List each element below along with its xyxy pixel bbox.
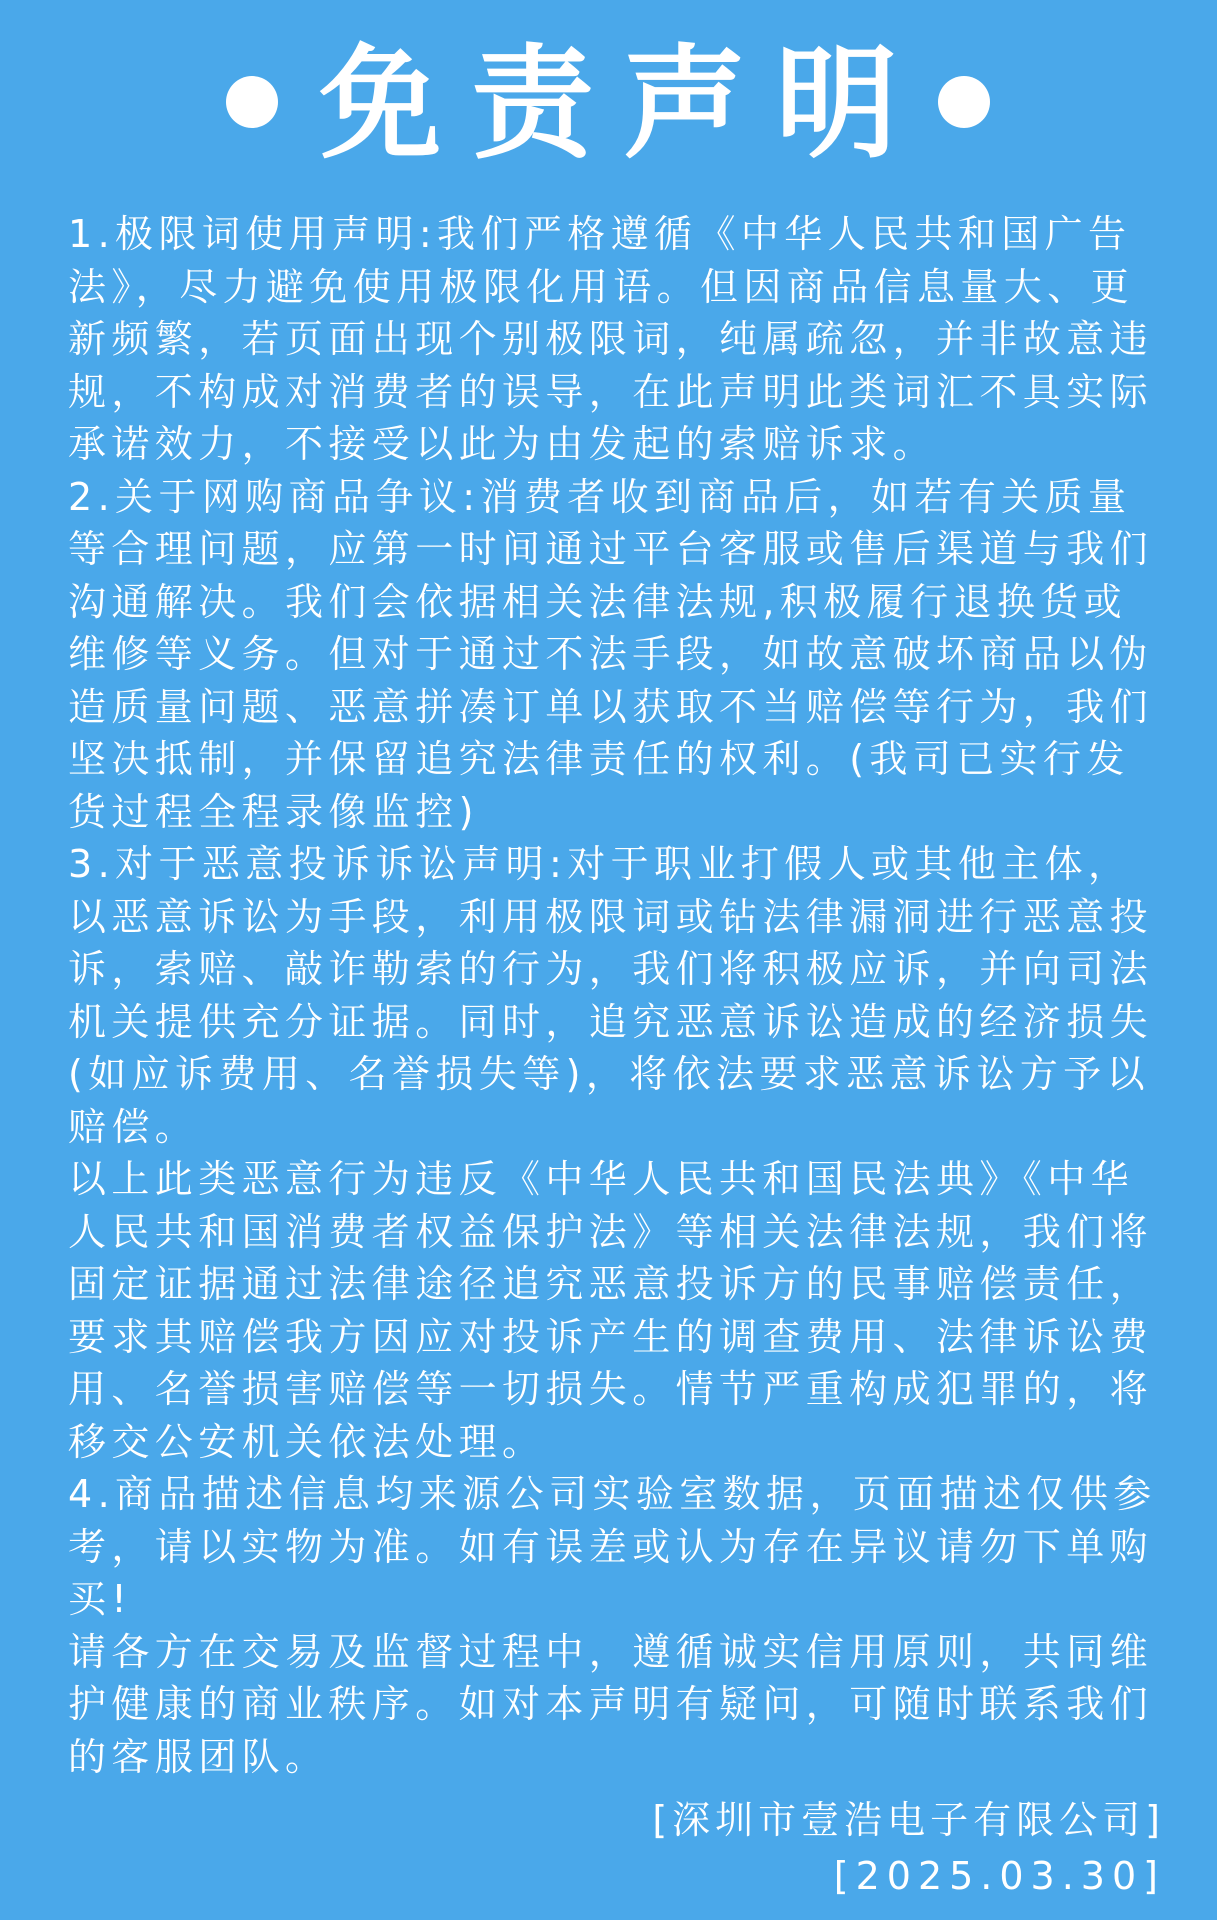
legal-consequences-paragraph: 以上此类恶意行为违反《中华人民共和国民法典》《中华人民共和国消费者权益保护法》等相关法律法规，我们将固定证据通过法律途径追究恶意投诉方的民事赔偿责任，要求其赔偿我方因应对投诉产生的调查费用、法律诉讼费用、名誉损害赔偿等一切损失。情节严重构成犯罪的，将移交公安机关依法处理。: [68, 1157, 1154, 1464]
clause-2-online-disputes: 2.关于网购商品争议:消费者收到商品后，如若有关质量等合理问题，应第一时间通过平台客服或售后渠道与我们沟通解决。我们会依据相关法律法规,积极履行退换货或维修等义务。但对于通过不法手段，如故意破坏商品以伪造质量问题、恶意拼凑订单以获取不当赔偿等行为，我们坚决抵制，并保留追究法律责任的权利。(我司已实行发货过程全程录像监控): [68, 474, 1154, 834]
clause-1-extreme-words: 1.极限词使用声明:我们严格遵循《中华人民共和国广告法》，尽力避免使用极限化用语。但因商品信息量大、更新频繁，若页面出现个别极限词，纯属疏忽，并非故意违规，不构成对消费者的误导，在此声明此类词汇不具实际承诺效力，不接受以此为由发起的索赔诉求。: [68, 212, 1154, 466]
company-signature: [深圳市壹浩电子有限公司]: [652, 1798, 1165, 1842]
page-title: 免责声明: [319, 33, 928, 175]
disclaimer-body: [68, 208, 1158, 1783]
signature-date: [2025.03.30]: [833, 1854, 1165, 1898]
clause-4-product-description: 4.商品描述信息均来源公司实验室数据，页面描述仅供参考，请以实物为准。如有误差或认为存在异议请勿下单购买!: [68, 1472, 1157, 1621]
title-bar: [0, 34, 1217, 174]
clause-3-malicious-litigation: 3.对于恶意投诉诉讼声明:对于职业打假人或其他主体，以恶意诉讼为手段，利用极限词或钻法律漏洞进行恶意投诉，索赔、敲诈勒索的行为，我们将积极应诉，并向司法机关提供充分证据。同时，追究恶意诉讼造成的经济损失(如应诉费用、名誉损失等)，将依法要求恶意诉讼方予以赔偿。: [68, 842, 1154, 1149]
right-bullet-dot: [938, 76, 990, 128]
closing-paragraph: 请各方在交易及监督过程中，遵循诚实信用原则，共同维护健康的商业秩序。如对本声明有疑问，可随时联系我们的客服团队。: [68, 1629, 1154, 1779]
